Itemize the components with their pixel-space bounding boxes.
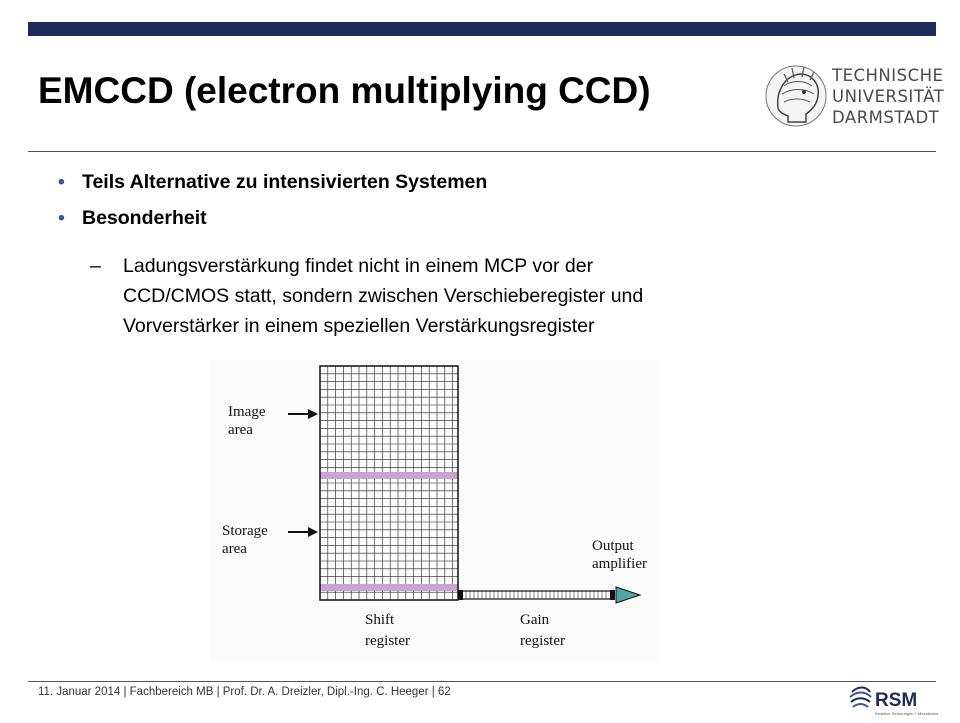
- bullet-dot-icon: •: [58, 171, 65, 193]
- image-area-label-2: area: [228, 422, 253, 438]
- logo-line-2: UNIVERSITÄT: [832, 87, 945, 106]
- logo-line-1: TECHNISCHE: [832, 66, 944, 85]
- rsm-logo-tagline: Reaktive Strömungen + Messtechnik: [875, 711, 938, 716]
- shift-register-label-1: Shift: [365, 612, 395, 628]
- rsm-logo: [848, 684, 938, 718]
- sub-bullet-dash: –: [90, 255, 101, 277]
- gain-register-label-2: register: [520, 633, 565, 649]
- bullet-text-2: Besonderheit: [82, 207, 207, 229]
- rsm-logo-text: RSM: [875, 690, 918, 711]
- rsm-swirl-icon: [850, 688, 871, 708]
- sub-bullet: [90, 251, 850, 341]
- sub-bullet-line-3: Vorverstärker in einem speziellen Verstärkungsregister: [123, 315, 595, 337]
- sub-bullet-line-1: Ladungsverstärkung findet nicht in einem MCP vor der: [123, 255, 594, 277]
- emccd-diagram-svg: [210, 360, 660, 662]
- bullet-text-1: Teils Alternative zu intensivierten Systemen: [82, 171, 488, 193]
- shift-register-label-2: register: [365, 633, 410, 649]
- sub-bullet-line-2: CCD/CMOS statt, sondern zwischen Verschieberegister und: [123, 285, 644, 307]
- footer-text: 11. Januar 2014 | Fachbereich MB | Prof. Dr. A. Dreizler, Dipl.-Ing. C. Heeger | 62: [38, 686, 451, 698]
- image-storage-boundary-band: [320, 472, 458, 479]
- bullet-item-1: [58, 171, 487, 194]
- gain-register-label-1: Gain: [520, 612, 550, 628]
- output-amplifier-label-2: amplifier: [592, 556, 647, 572]
- shift-register-end: [458, 590, 463, 600]
- athena-head-icon: [754, 56, 834, 136]
- image-area-label-1: Image: [228, 404, 266, 420]
- top-bar: [28, 22, 936, 36]
- storage-area-label-1: Storage: [222, 523, 268, 539]
- slide-title: EMCCD (electron multiplying CCD): [38, 70, 651, 111]
- emccd-diagram: [210, 360, 660, 662]
- output-amplifier-label-1: Output: [592, 538, 634, 554]
- title-divider: [28, 151, 936, 152]
- gain-register-end: [610, 590, 615, 600]
- bullet-item-2: [58, 207, 207, 230]
- storage-area-label-2: area: [222, 541, 247, 557]
- shift-register-band: [320, 584, 458, 591]
- tu-darmstadt-wordmark: [832, 65, 944, 128]
- gain-register: [462, 591, 612, 599]
- footer-divider: [28, 681, 936, 682]
- logo-line-3: DARMSTADT: [832, 108, 940, 127]
- bullet-dot-icon: •: [58, 207, 65, 229]
- rsm-logo-svg: [848, 684, 938, 718]
